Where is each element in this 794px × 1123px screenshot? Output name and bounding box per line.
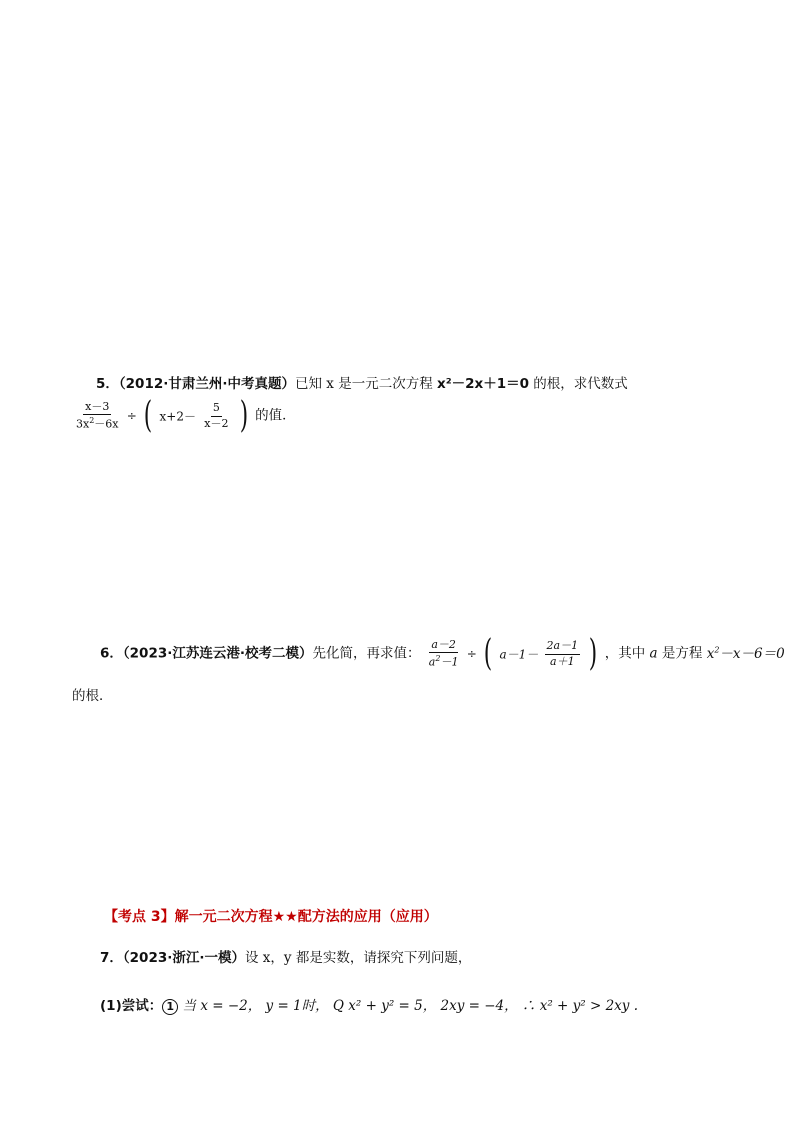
- q6-divide-sign: ÷: [466, 647, 477, 661]
- q6-fraction-1: [427, 639, 461, 670]
- question-5-text-b: 的根，求代数式: [529, 376, 628, 392]
- q5-divide-sign: ÷: [126, 409, 137, 423]
- q6-text-c: 是方程: [657, 645, 707, 662]
- q7-try-text: 当 x = −2， y = 1时， Q x² + y² = 5， 2xy = −4， ∴ x² + y² > 2xy .: [182, 998, 638, 1014]
- question-6-line1: [100, 633, 785, 674]
- q6-frac2-numerator: 2a－1: [545, 640, 581, 655]
- question-5-source: （2012·甘肃兰州·中考真题）: [118, 376, 295, 392]
- question-5-line1: [96, 372, 628, 392]
- question-6-source: （2023·江苏连云港·校考二模）: [122, 645, 313, 662]
- question-7-number: 7．: [100, 950, 123, 966]
- question-6-number: 6．: [100, 645, 123, 662]
- question-7-line1: [100, 946, 471, 966]
- q6-frac1-denominator: $a^2-1$: [428, 654, 459, 669]
- q5-fraction-1: [74, 401, 121, 432]
- q5-tail: 的值．: [255, 407, 296, 424]
- section-heading: 【考点 3】解一元二次方程★★配方法的应用（应用）: [104, 909, 438, 925]
- q6-frac1-numerator: a－2: [429, 639, 458, 654]
- q5-right-paren: ): [239, 395, 249, 436]
- q6-left-paren: (: [483, 633, 493, 674]
- question-5-expression: [72, 395, 296, 436]
- question-5-number: 5．: [96, 376, 119, 392]
- q5-frac2-denominator: x－2: [204, 416, 229, 430]
- q6-text-b: ，其中: [604, 645, 650, 662]
- q6-variable: a: [649, 645, 658, 662]
- q5-paren-text: x+2－: [159, 409, 196, 424]
- question-6-text-a: 先化简，再求值：: [312, 645, 421, 662]
- question-7-source: （2023·浙江·一模）: [122, 950, 245, 966]
- q6-fraction-2: [545, 640, 581, 668]
- q6-paren-text: a－1－: [499, 647, 539, 662]
- question-6-line2: 的根．: [72, 688, 113, 704]
- q6-frac2-denominator: a＋1: [550, 654, 575, 668]
- q5-frac1-denominator: $3x^2-6x$: [76, 416, 119, 431]
- q5-frac1-numerator: x－3: [83, 401, 111, 416]
- q5-left-paren: (: [143, 395, 153, 436]
- question-5-equation: x²－2x＋1＝0: [437, 376, 530, 392]
- question-7-text: 设 x，y 都是实数，请探究下列问题，: [245, 950, 472, 966]
- circled-number-icon: 1: [162, 999, 178, 1015]
- question-7-part1: [100, 994, 638, 1015]
- q7-sub-label: (1)尝试：: [100, 998, 163, 1014]
- q6-equation: $x^2-x-6=0$: [706, 645, 785, 662]
- q6-right-paren: ): [589, 633, 598, 674]
- question-5-text-a: 已知 x 是一元二次方程: [295, 376, 437, 392]
- q5-frac2-numerator: 5: [211, 402, 222, 417]
- q5-fraction-2: [202, 402, 230, 430]
